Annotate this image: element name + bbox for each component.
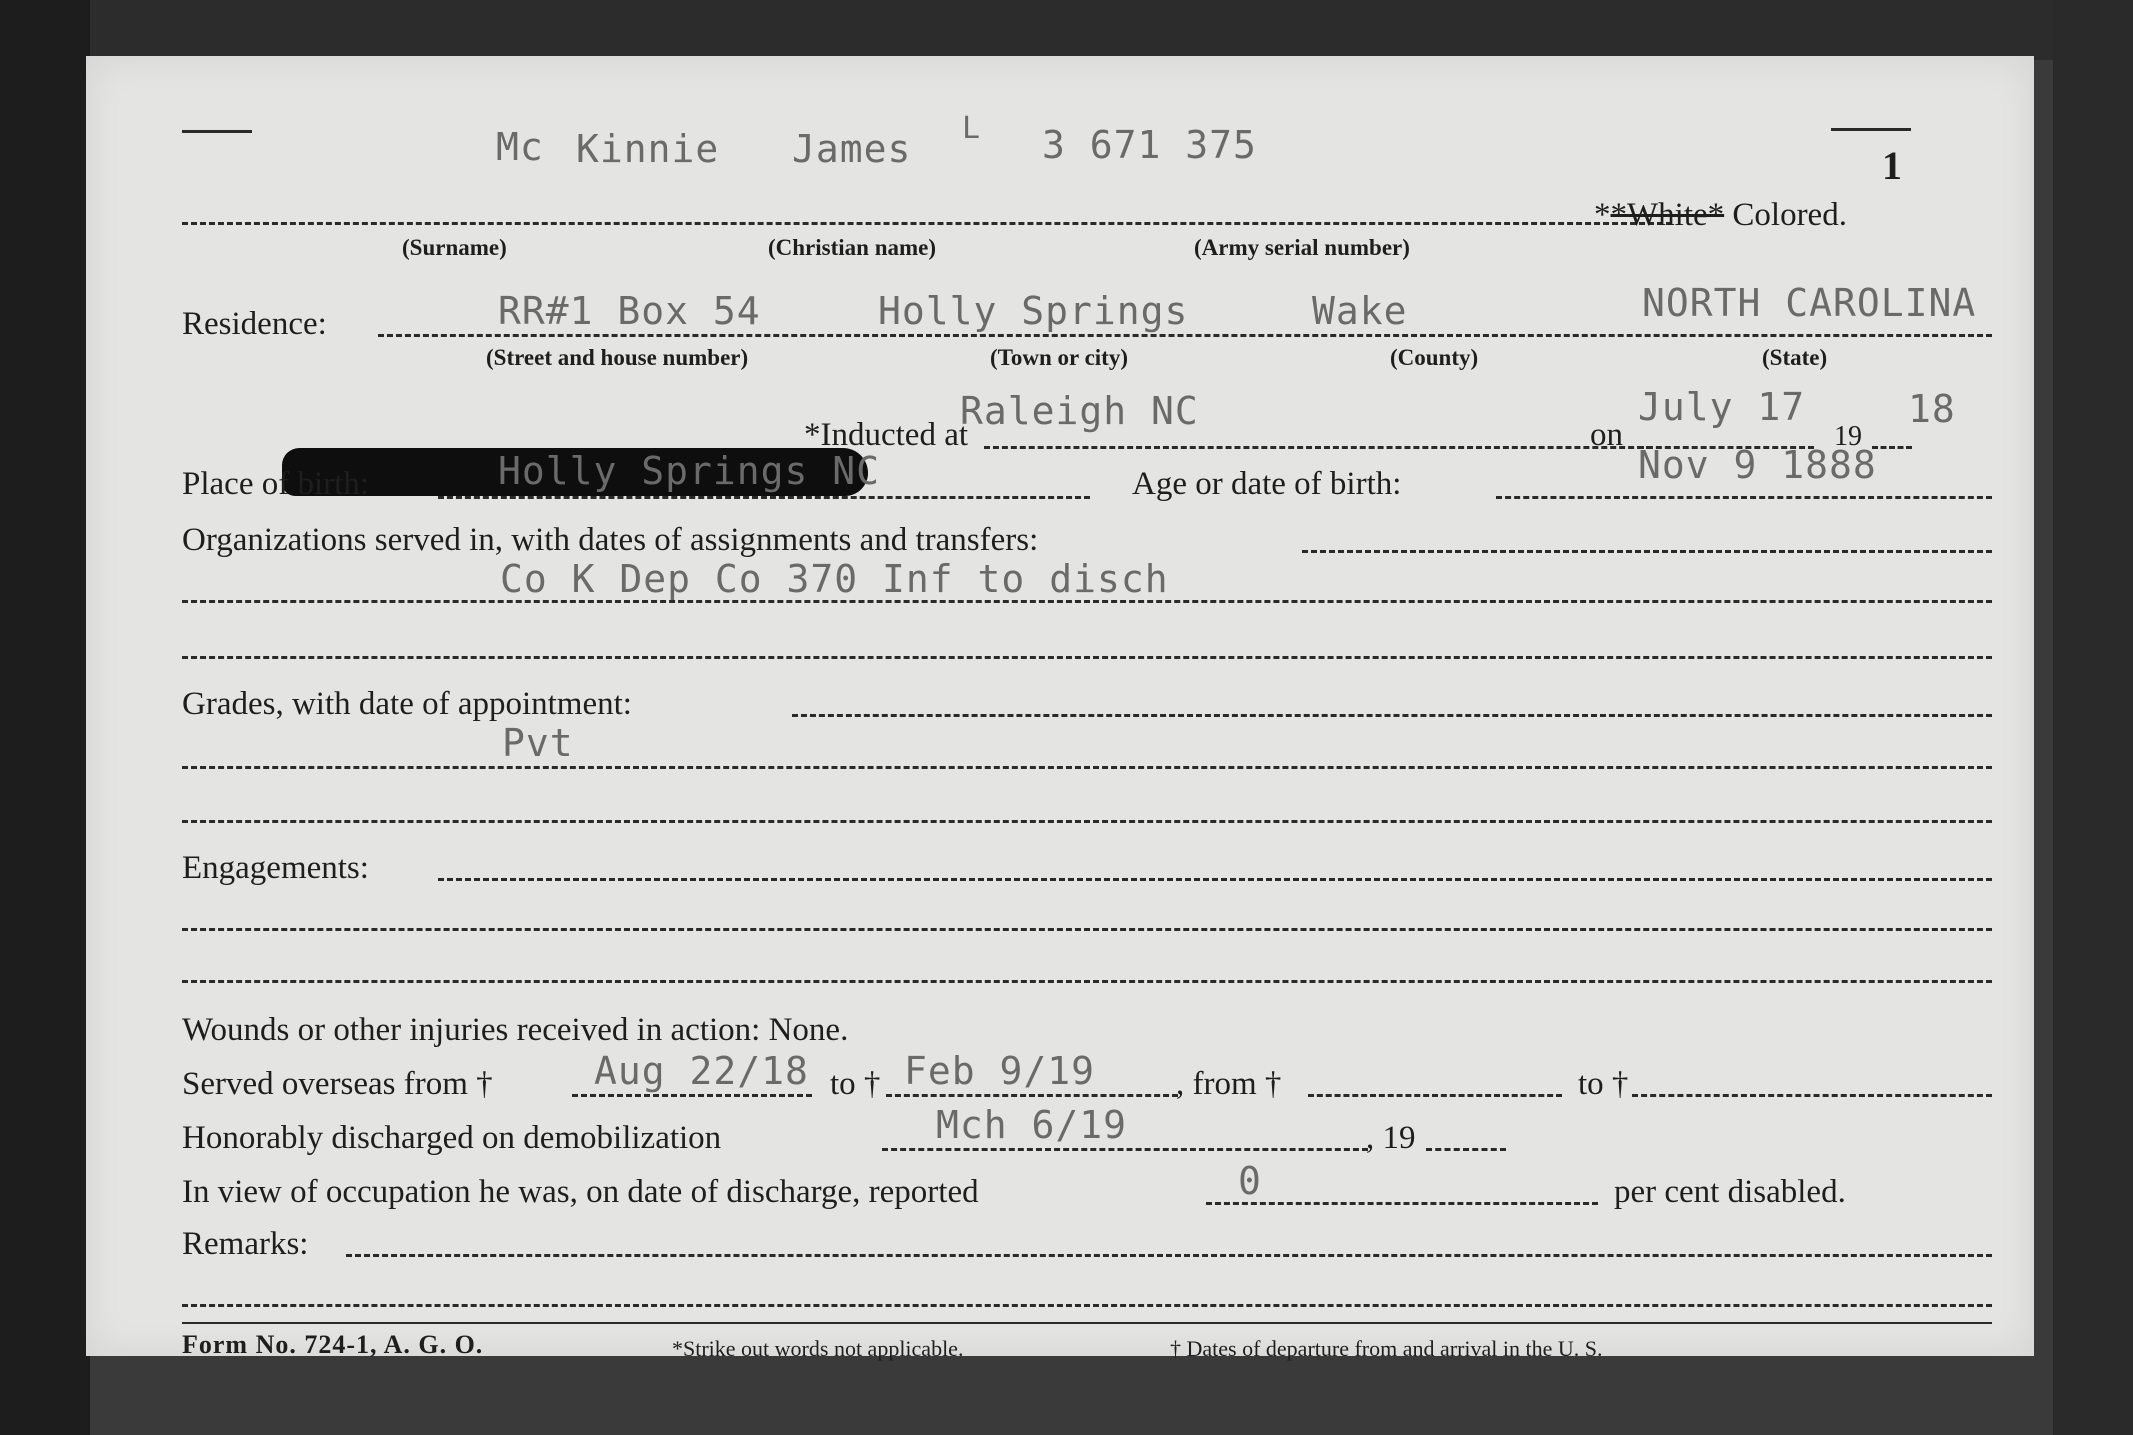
place-of-birth: Holly Springs NC <box>498 449 881 493</box>
inducted-date: July 17 <box>1638 385 1806 429</box>
remarks-line-1 <box>346 1254 1992 1257</box>
remarks-label: Remarks: <box>182 1226 309 1262</box>
top-left-rule <box>182 130 252 133</box>
residence-town: Holly Springs <box>878 289 1189 333</box>
footnote-strike: *Strike out words not applicable. <box>672 1336 964 1361</box>
percent-disabled-line <box>1206 1202 1598 1205</box>
race-options: **White* Colored. <box>1594 197 1847 233</box>
name-line <box>182 222 1672 225</box>
overseas-to-line <box>886 1094 1178 1097</box>
county-caption: (County) <box>1390 345 1479 370</box>
grade-entry: Pvt <box>502 721 574 765</box>
overseas-from-date: Aug 22/18 <box>594 1049 809 1093</box>
engagements-label: Engagements: <box>182 850 369 886</box>
residence-county: Wake <box>1312 289 1408 333</box>
service-record-card <box>86 56 2034 1361</box>
christian-name-caption: (Christian name) <box>768 235 937 260</box>
engagements-line-1 <box>438 878 1992 881</box>
overseas-to-2-label: to † <box>1578 1066 1629 1102</box>
per-cent-disabled-label: per cent disabled. <box>1614 1174 1846 1210</box>
discharged-year-line <box>1426 1148 1506 1151</box>
discharged-label: Honorably discharged on demobilization <box>182 1120 722 1156</box>
discharged-year-label: , 19 <box>1366 1120 1416 1156</box>
overseas-to-date: Feb 9/19 <box>904 1049 1096 1093</box>
overseas-to-label: to † <box>830 1066 881 1102</box>
residence-street: RR#1 Box 54 <box>498 289 761 333</box>
grades-label: Grades, with date of appointment: <box>182 686 632 722</box>
on-label: on <box>1590 417 1623 453</box>
residence-state: NORTH CAROLINA <box>1642 281 1977 325</box>
organizations-line-3 <box>182 656 1992 659</box>
engagements-line-2 <box>182 928 1992 931</box>
inducted-line <box>984 446 1652 449</box>
street-caption: (Street and house number) <box>486 345 749 370</box>
organizations-line-2 <box>182 600 1992 603</box>
footer-rule <box>182 1322 1992 1324</box>
place-of-birth-label: Place of birth: <box>182 466 369 502</box>
organizations-line-1 <box>1302 550 1992 553</box>
scan-border-right <box>2053 0 2133 1435</box>
engagements-line-3 <box>182 980 1992 983</box>
organizations-entry: Co K Dep Co 370 Inf to disch <box>500 557 1169 601</box>
town-caption: (Town or city) <box>990 345 1128 370</box>
year-prefix: 19 <box>1834 421 1862 452</box>
served-overseas-label: Served overseas from † <box>182 1066 493 1102</box>
discharged-date: Mch 6/19 <box>936 1103 1128 1147</box>
top-right-rule <box>1831 128 1911 131</box>
overseas-from-2-label: , from † <box>1176 1066 1282 1102</box>
state-caption: (State) <box>1762 345 1828 370</box>
footnote-dates: † Dates of departure from and arrival in the U. S. <box>1170 1336 1603 1361</box>
overseas-to-2-line <box>1632 1094 1992 1097</box>
scan-border-left <box>0 0 90 1435</box>
age-or-dob-line <box>1496 496 1992 499</box>
surname-prefix: Mc <box>496 125 544 169</box>
place-of-birth-line <box>438 496 1090 499</box>
residence-label: Residence: <box>182 306 327 342</box>
wounds-label: Wounds or other injuries received in action: None. <box>182 1012 849 1048</box>
middle-initial: L <box>962 111 982 146</box>
serial-caption: (Army serial number) <box>1194 235 1410 260</box>
discharged-line <box>882 1148 1368 1151</box>
form-number: Form No. 724-1, A. G. O. <box>182 1330 484 1359</box>
remarks-line-2 <box>182 1304 1992 1307</box>
inducted-year: 18 <box>1908 387 1956 431</box>
scan-border-top <box>0 0 2133 60</box>
occupation-label: In view of occupation he was, on date of discharge, reported <box>182 1174 979 1210</box>
card-number: 1 <box>1882 143 1902 188</box>
serial-number: 3 671 375 <box>1042 123 1257 167</box>
grades-line-2 <box>182 766 1992 769</box>
grades-line-1 <box>792 714 1992 717</box>
percent-disabled: 0 <box>1238 1159 1262 1203</box>
overseas-from-2-line <box>1308 1094 1562 1097</box>
overseas-from-line <box>572 1094 812 1097</box>
surname-caption: (Surname) <box>402 235 507 260</box>
inducted-place: Raleigh NC <box>960 389 1199 433</box>
date-of-birth: Nov 9 1888 <box>1638 443 1877 487</box>
christian-name: James <box>792 127 912 171</box>
residence-line <box>378 334 1992 337</box>
inducted-year-line <box>1872 446 1912 449</box>
inducted-label: *Inducted at <box>804 417 969 453</box>
surname: Kinnie <box>576 127 720 171</box>
grades-line-3 <box>182 820 1992 823</box>
organizations-label: Organizations served in, with dates of assignments and transfers: <box>182 522 1039 558</box>
age-or-dob-label: Age or date of birth: <box>1132 466 1402 502</box>
